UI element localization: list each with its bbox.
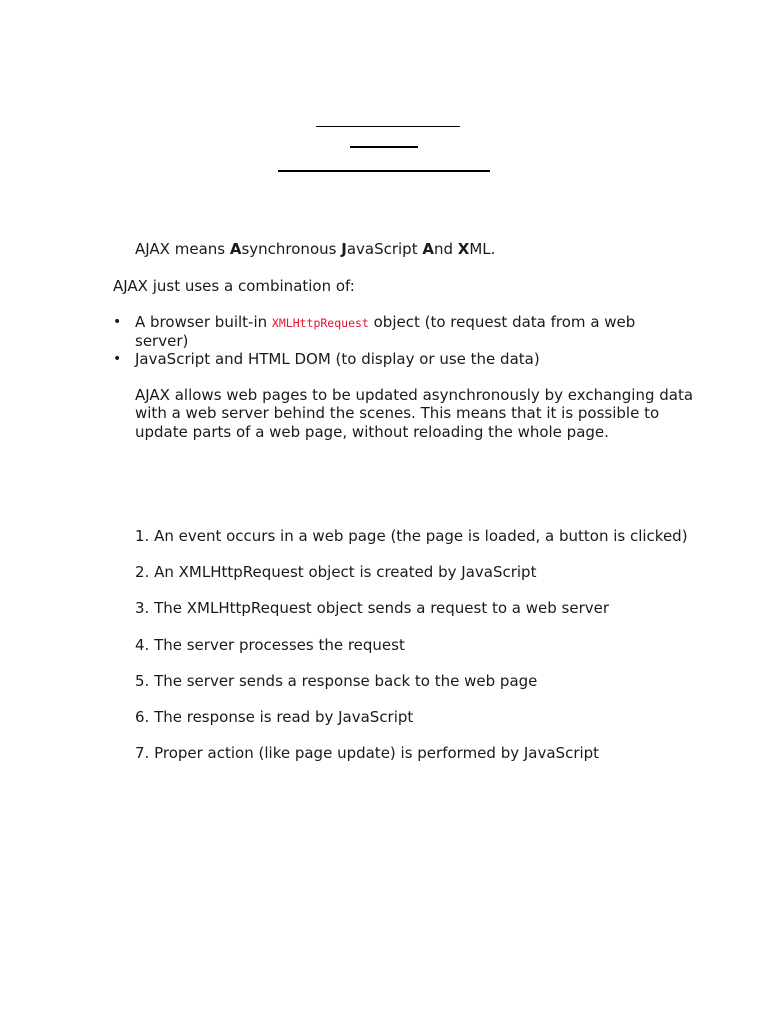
list-item: 1. An event occurs in a web page (the page is loaded, a button is clicked) — [135, 527, 688, 545]
list-item: 6. The response is read by JavaScript — [135, 707, 414, 726]
code-text: XMLHttpRequest — [271, 316, 369, 330]
list-item: 7. Proper action (like page update) is performed by JavaScript — [135, 744, 600, 763]
blank-title-line-1 — [316, 126, 460, 127]
ajax-description: AJAX allows web pages to be updated asynchronously by exchanging data with a web server behind the scenes. This means that it is possible to update parts of a web page, without reloading the whole page. — [135, 386, 694, 441]
ajax-definition: AJAX means Asynchronous JavaScript And XML. — [135, 240, 496, 258]
ajax-steps-list — [135, 527, 688, 780]
list-item: 4. The server processes the request — [135, 635, 405, 654]
list-item: 2. An XMLHttpRequest object is created by JavaScript — [135, 563, 537, 582]
combination-list — [113, 313, 673, 368]
blank-title-line-2 — [350, 146, 418, 148]
blank-title-line-3 — [278, 170, 490, 172]
bullet-icon: • — [113, 351, 122, 367]
bullet-icon: • — [113, 314, 122, 330]
list-item: 3. The XMLHttpRequest object sends a request to a web server — [135, 599, 610, 618]
list-item: • JavaScript and HTML DOM (to display or use the data) — [113, 350, 540, 368]
list-item: • A browser built-in XMLHttpRequest object (to request data from a web server) — [113, 313, 636, 350]
combination-heading: AJAX just uses a combination of: — [113, 277, 355, 295]
list-item: 5. The server sends a response back to the web page — [135, 671, 538, 690]
